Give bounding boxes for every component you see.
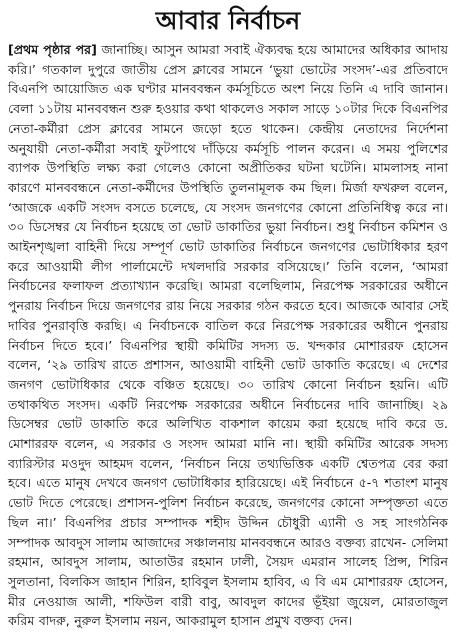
article-body-paragraph xyxy=(8,40,448,631)
continuation-label: [প্রথম পৃষ্ঠার পর] xyxy=(8,42,97,57)
article-body-text: জানাচ্ছি। আসুন আমরা সবাই ঐক্যবদ্ধ হয়ে আমাদের অধিকার আদায় করি।’ গতকাল দুপুরে জাতীয় প্রেস ক্লাবের সামনে ‘ভুয়া ভোটের সংসদ’-এর প্রতিবাদে বিএনপি আয়োজিত এক ঘণ্টার মানববন্ধন কর্মসূচিতে অংশ নিয়ে তিনি এ দাবি জানান। বেলা ১১টায় মানববন্ধন শুরু হওয়ার কথা থাকলেও সকাল সাড়ে ১০টার দিকে বিএনপির নেতা-কর্মীরা প্রেস ক্লাবের সামনে জড়ো হতে থাকেন। কেন্দ্রীয় নেতাদের নির্দেশনা অনুযায়ী নেতা-কর্মীরা সবাই ফুটপাথে দাঁড়িয়ে কর্মসূচি পালন করেন। এ সময় পুলিশের ব্যাপক উপস্থিতি লক্ষ্য করা গেলেও কোনো অপ্রীতিকর ঘটনা ঘটেনি। মামলাসহ নানা কারণে মানববন্ধনে নেতা-কর্মীদের উপস্থিতি তুলনামূলক কম ছিল। মির্জা ফখরুল বলেন, ‘আজকে একটি সংসদ বসতে চলেছে, যে সংসদ জনগণের কোনো প্রতিনিধিত্ব করে না। ৩০ ডিসেম্বর যে নির্বাচন হয়েছে তা ভোট ডাকাতির ভুয়া নির্বাচন। শুধু নির্বাচন কমিশন ও আইনশৃঙ্খলা বাহিনী দিয়ে সম্পূর্ণ ভোট ডাকাতির নির্বাচনে জনগণের ভোটাধিকার হরণ করে আওয়ামী লীগ পার্লামেন্টে দখলদারি সরকার বসিয়েছে।’ তিনি বলেন, ‘আমরা নির্বাচনের ফলাফল প্রত্যাখ্যান করেছি। আমরা বলেছিলাম, নিরপেক্ষ সরকারের অধীনে পুনরায় নির্বাচন দিয়ে জনগণের রায় নিয়ে সরকার গঠন করতে হবে। আজকে আবার সেই দাবির পুনরাবৃত্তি করছি। এ নির্বাচনকে বাতিল করে নিরপেক্ষ সরকারের অধীনে পুনরায় নির্বাচন দিতে হবে।’ বিএনপির স্থায়ী কমিটির সদস্য ড. খন্দকার মোশাররফ হোসেন বলেন, ‘২৯ তারিখ রাতে প্রশাসন, আওয়ামী বাহিনী ভোট ডাকাতি করেছে। এ দেশের জনগণ ভোটাধিকার থেকে বঞ্চিত হয়েছে। ৩০ তারিখ কোনো নির্বাচন হয়নি। এটি তথাকথিত সংসদ। একটি নিরপেক্ষ সরকারের অধীনে নির্বাচনের দাবি জানাচ্ছি। ২৯ ডিসেম্বর ভোট ডাকাতি করে অলিখিত বাকশাল কায়েম করা হয়েছে দাবি করে ড. মোশাররফ বলেন, এ সরকার ও সংসদ আমরা মানি না। স্থায়ী কমিটির আরেক সদস্য ব্যারিস্টার মওদুদ আহমদ বলেন, ‘নির্বাচন নিয়ে তথ্যভিত্তিক একটি শ্বেতপত্র বের করা হবে। এতে মানুষ দেখবে জনগণ ভোটাধিকার হারিয়েছে। এই নির্বাচনে ৫-৭ শতাংশ মানুষ ভোট দিতে পেরেছে। প্রশাসন-পুলিশ নির্বাচন করেছে, জনগণের কোনো সম্পৃক্ততা এতে ছিল না।’ বিএনপির প্রচার সম্পাদক শহীদ উদ্দিন চৌধুরী এ্যানী ও সহ সাংগঠনিক সম্পাদক আবদুস সালাম আজাদের সঞ্চালনায় মানববন্ধনে আরও বক্তব্য রাখেন- সেলিমা রহমান, আবদুস সালাম, আতাউর রহমান ঢালী, সৈয়দ এমরান সালেহ প্রিন্স, শিরিন সুলতানা, বিলকিস জাহান শিরিন, হাবিবুল ইসলাম হাবিব, এ বি এম মোশাররফ হোসেন, মীর নেওয়াজ আলী, শফিউল বারী বাবু, আবদুল কাদের ভূঁইয়া জুয়েল, মোরতাজুল করিম বাদরু, নুরুল ইসলাম নয়ন, আকরামুল হাসান প্রমুখ বক্তব্য দেন। xyxy=(8,42,448,629)
headline: আবার নির্বাচন xyxy=(155,6,301,35)
